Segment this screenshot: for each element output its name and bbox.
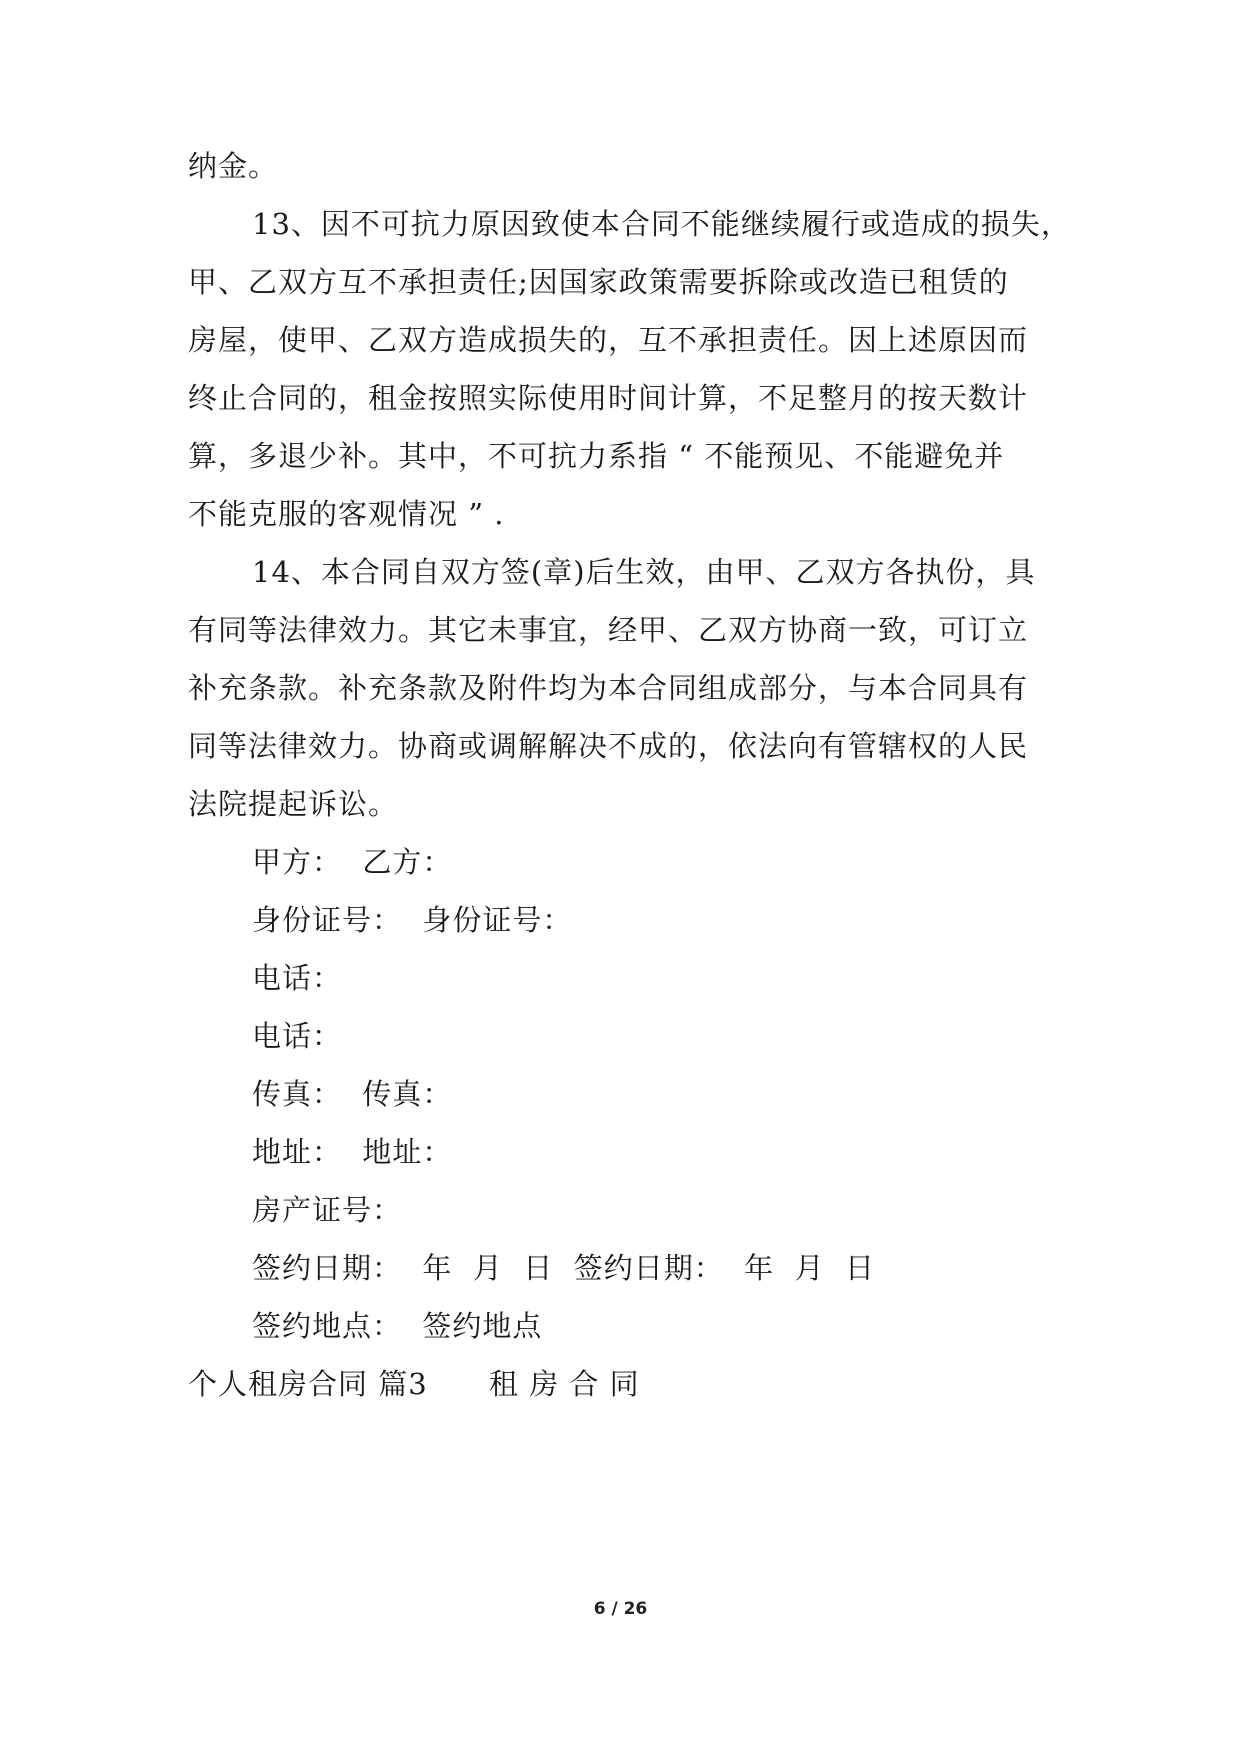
body-line: 算，多退少补。其中，不可抗力系指 “ 不能预见、不能避免并 [188, 439, 1005, 473]
body-line: 不能克服的客观情况 ” . [188, 497, 505, 531]
signature-address: 地址： 地址： [252, 1135, 453, 1169]
next-section-heading: 个人租房合同 篇3 租 房 合 同 [188, 1367, 640, 1401]
body-line: 同等法律效力。协商或调解解决不成的，依法向有管辖权的人民 [188, 729, 1029, 763]
signature-phone-2: 电话： [252, 1019, 343, 1053]
body-line: 法院提起诉讼。 [188, 787, 399, 821]
body-line: 补充条款。补充条款及附件均为本合同组成部分，与本合同具有 [188, 671, 1029, 705]
body-line: 甲、乙双方互不承担责任;因国家政策需要拆除或改造已租赁的 [188, 265, 1009, 299]
signature-sign-place: 签约地点： 签约地点 [252, 1309, 543, 1343]
signature-fax: 传真： 传真： [252, 1077, 453, 1111]
body-line: 有同等法律效力。其它未事宜，经甲、乙双方协商一致，可订立 [188, 613, 1029, 647]
body-line: 纳金。 [188, 149, 279, 183]
signature-property-cert: 房产证号： [252, 1193, 403, 1227]
signature-party: 甲方： 乙方： [252, 845, 453, 879]
signature-id-number: 身份证号： 身份证号： [252, 903, 573, 937]
signature-phone-1: 电话： [252, 961, 343, 995]
clause-13-first-line: 13、因不可抗力原因致使本合同不能继续履行或造成的损失， [252, 207, 1071, 241]
clause-14-first-line: 14、本合同自双方签(章)后生效，由甲、乙双方各执份，具 [252, 555, 1036, 589]
signature-sign-date: 签约日期： 年 月 日 签约日期： 年 月 日 [252, 1251, 876, 1285]
page-number: 6 / 26 [593, 1599, 648, 1619]
body-line: 房屋，使甲、乙双方造成损失的，互不承担责任。因上述原因而 [188, 323, 1029, 357]
body-line: 终止合同的，租金按照实际使用时间计算，不足整月的按天数计 [188, 381, 1029, 415]
